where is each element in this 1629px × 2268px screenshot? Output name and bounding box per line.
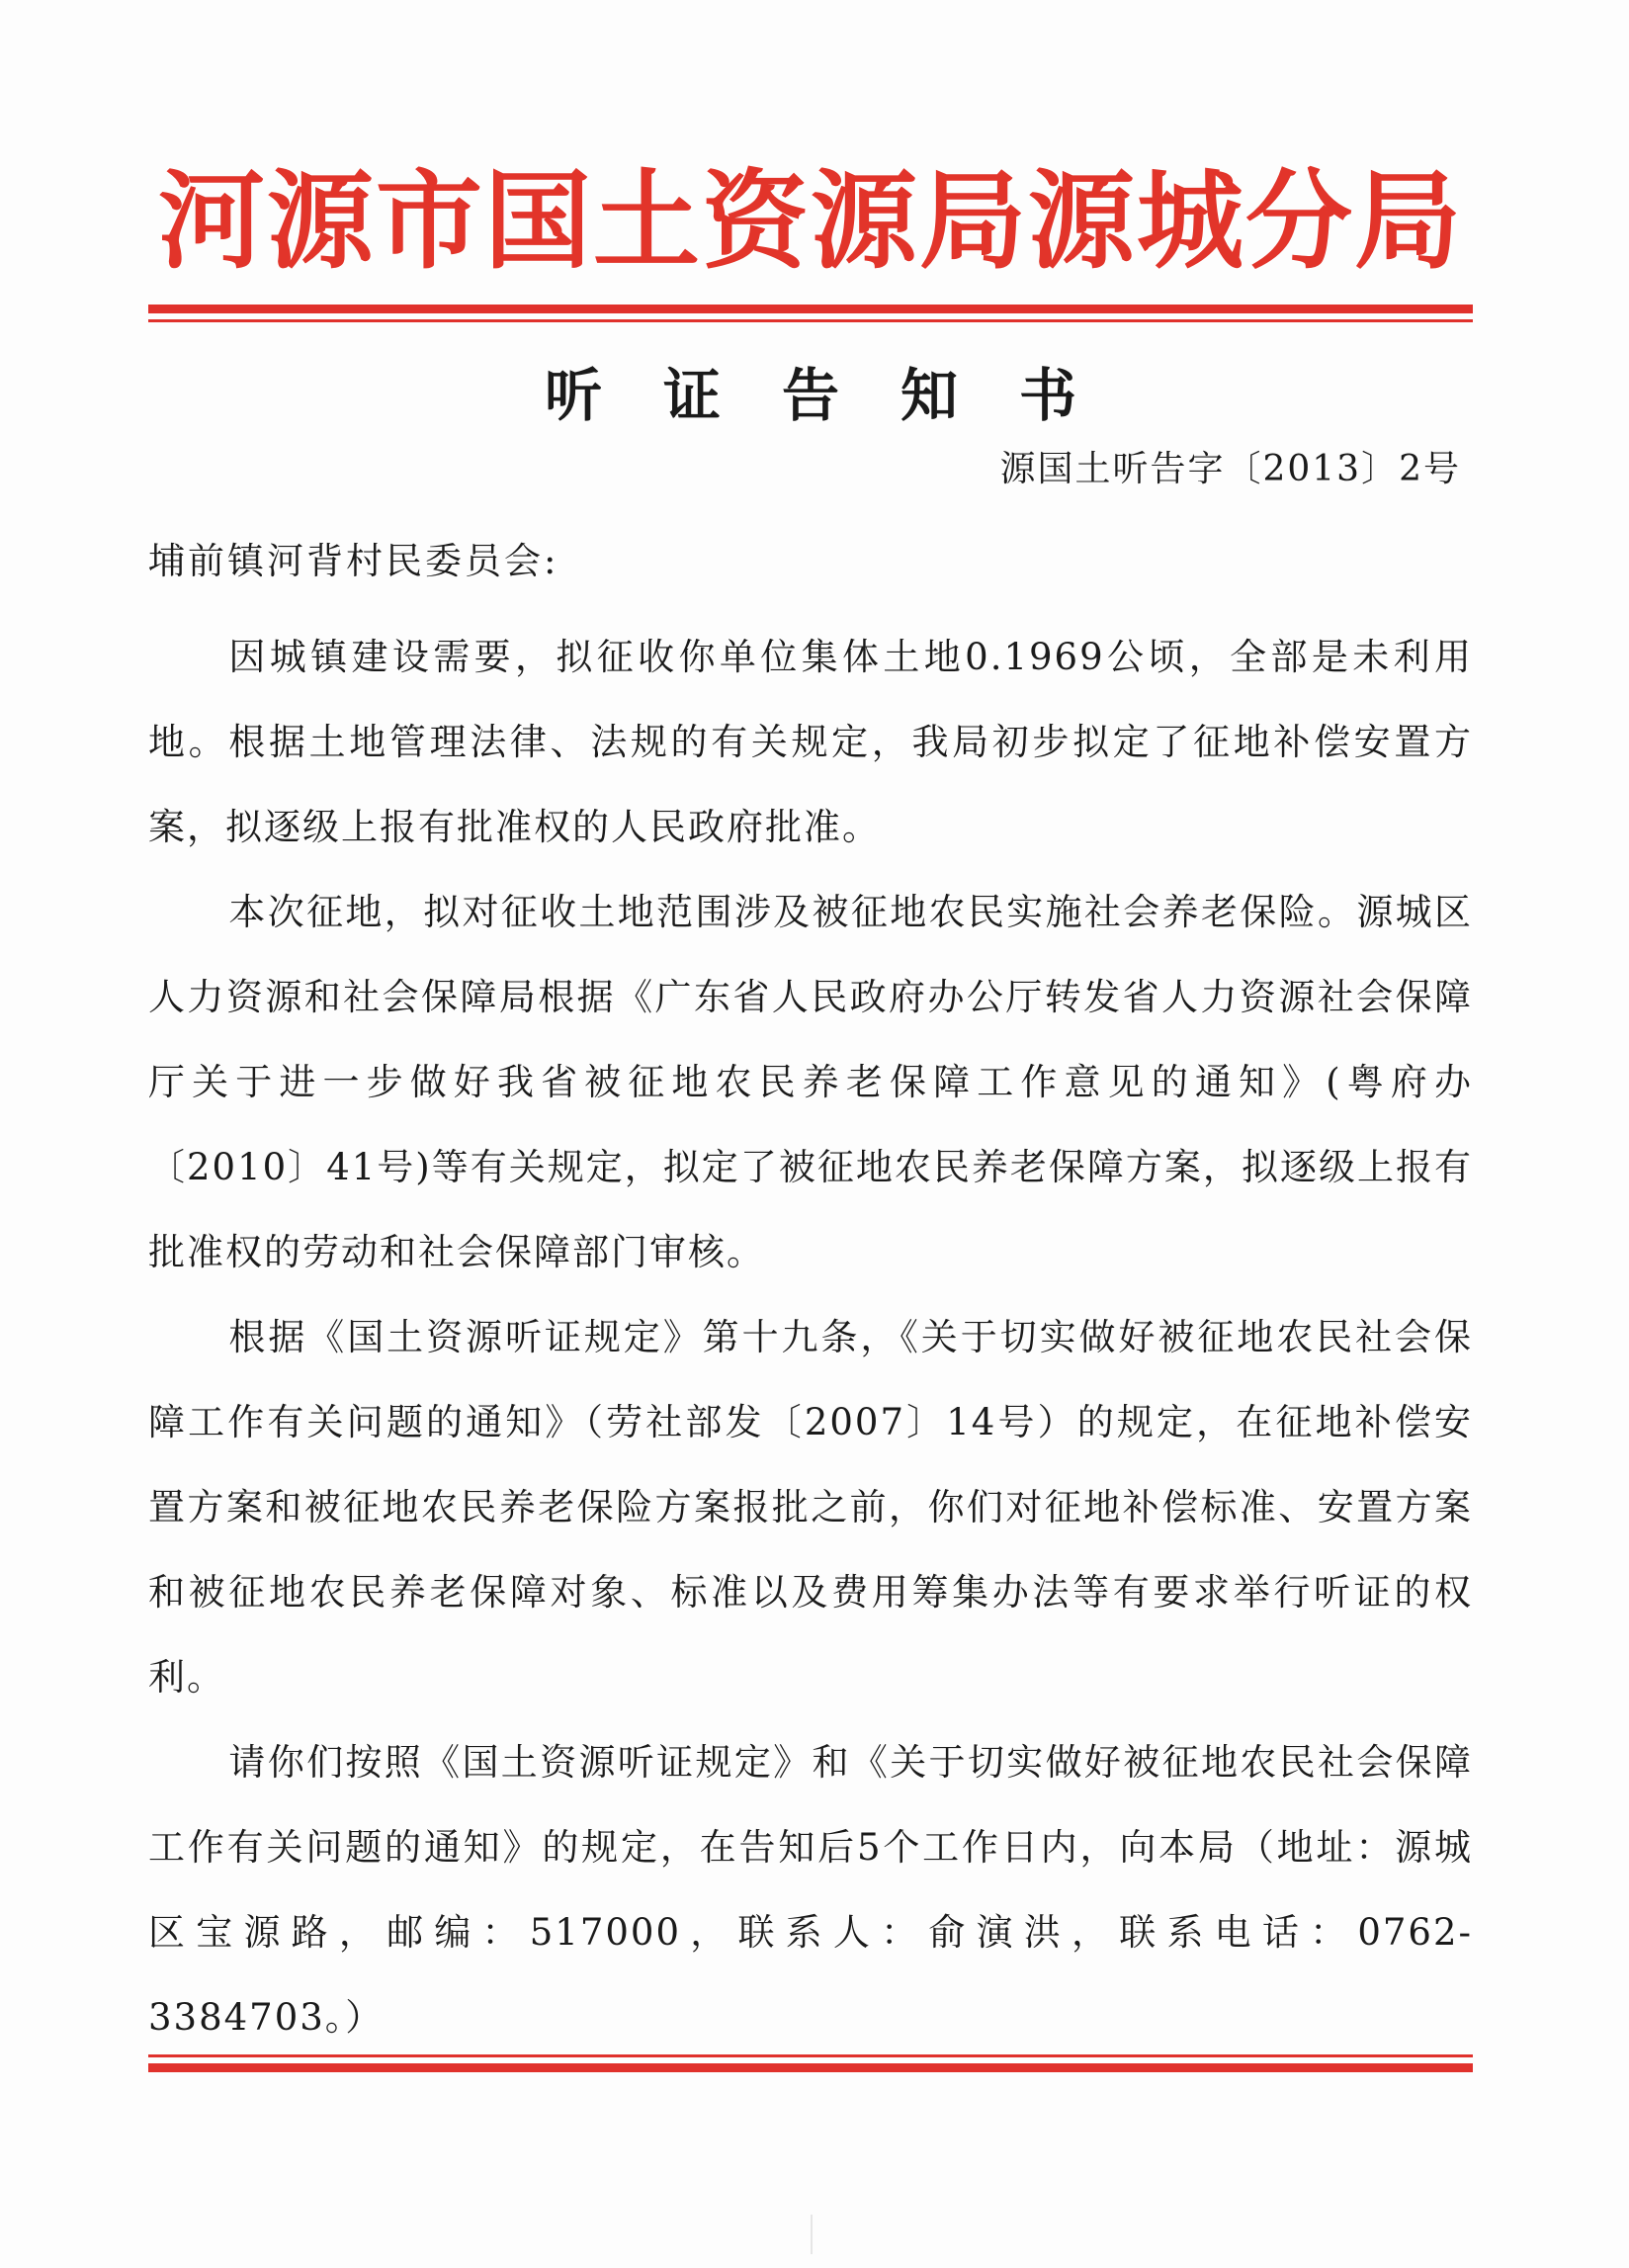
footer-rule-thin-line [148, 2054, 1473, 2057]
letterhead-red-rule [148, 305, 1473, 322]
red-rule-thick-line [148, 305, 1473, 313]
body-paragraph-4: 请你们按照《国土资源听证规定》和《关于切实做好被征地农民社会保障工作有关问题的通知》的规定，在告知后5个工作日内，向本局（地址：源城区宝源路，邮编：517000，联系人：俞演洪，联系电话：0762-3384703。） [148, 1741, 1473, 2039]
body-paragraph-3: 根据《国土资源听证规定》第十九条，《关于切实做好被征地农民社会保障工作有关问题的通知》（劳社部发〔2007〕14号）的规定，在征地补偿安置方案和被征地农民养老保险方案报批之前，你们对征地补偿标准、安置方案和被征地农民养老保障对象、标准以及费用筹集办法等有要求举行听证的权利。 [148, 1316, 1473, 1699]
document-number: 源国土听告字〔2013〕2号 [999, 449, 1461, 489]
agency-letterhead: 河源市国土资源局源城分局 [157, 160, 1463, 284]
red-rule-thin-line [148, 319, 1473, 322]
footer-red-rule [148, 2054, 1473, 2072]
document-body [148, 615, 1473, 2060]
footer-rule-thick-line [148, 2063, 1473, 2072]
page-fold-mark [811, 2215, 813, 2254]
document-title: 听证告知书 [544, 362, 1138, 429]
addressee: 埔前镇河背村民委员会: [148, 540, 559, 582]
body-paragraph-1: 因城镇建设需要，拟征收你单位集体土地0.1969公顷，全部是未利用地。根据土地管理法律、法规的有关规定，我局初步拟定了征地补偿安置方案，拟逐级上报有批准权的人民政府批准。 [148, 636, 1473, 848]
body-paragraph-2: 本次征地，拟对征收土地范围涉及被征地农民实施社会养老保险。源城区人力资源和社会保障局根据《广东省人民政府办公厅转发省人力资源社会保障厅关于进一步做好我省被征地农民养老保障工作意见的通知》(粤府办〔2010〕41号)等有关规定，拟定了被征地农民养老保障方案，拟逐级上报有批准权的劳动和社会保障部门审核。 [148, 891, 1473, 1273]
